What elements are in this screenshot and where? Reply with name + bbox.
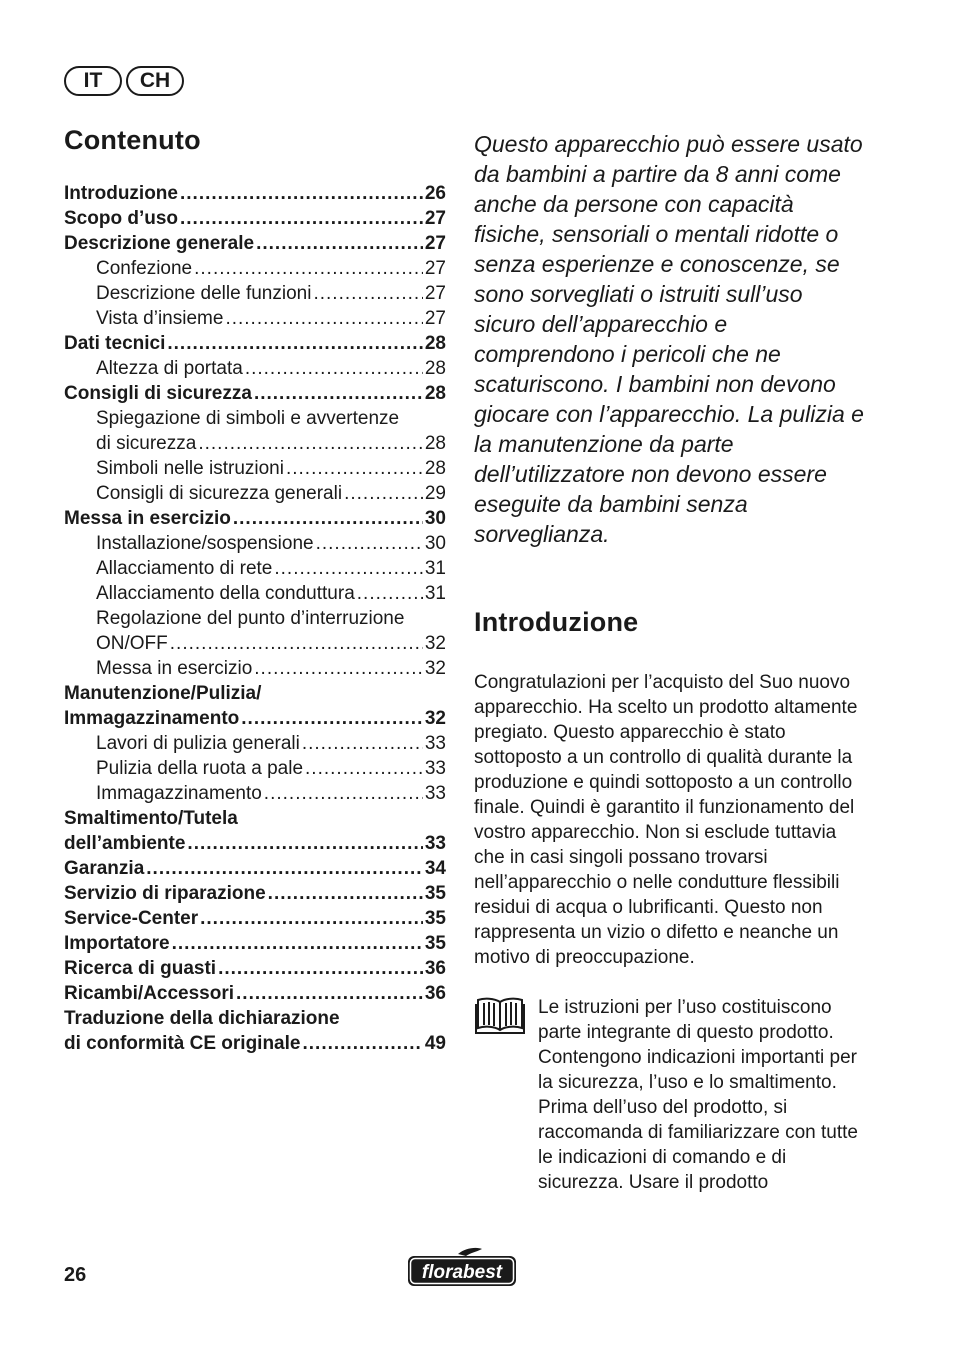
toc-entry-page: 36	[424, 983, 446, 1004]
safety-warning-text: Questo apparecchio può essere usato da bambini a partire da 8 anni come anche da persone con capacità fisiche, sensoriali o mentali ridotte o senza esperienze e conoscenze, se sono sorvegliati o istruiti sull’uso sicuro dell’apparecchio e comprendono i pericoli che ne scaturiscono. I bambini non devono giocare con l’apparecchio. La pulizia e la manutenzione da parte dell’utilizzatore non devono essere eseguite da bambini senza sorveglianza.	[474, 131, 864, 547]
toc-entry	[64, 806, 446, 831]
toc-entry-title: Introduzione	[64, 183, 178, 204]
toc-entry	[64, 606, 446, 631]
toc-leader-dots	[218, 956, 423, 981]
toc-entry	[64, 181, 446, 206]
toc-leader-dots	[146, 856, 423, 881]
toc-leader-dots	[268, 881, 423, 906]
toc-entry	[64, 306, 446, 331]
toc-entry	[64, 231, 446, 256]
toc-entry-title: Lavori di pulizia generali	[96, 733, 300, 754]
toc-entry	[64, 656, 446, 681]
toc-leader-dots	[187, 831, 422, 856]
toc-leader-dots	[245, 356, 423, 381]
toc-entry-page: 27	[424, 208, 446, 229]
toc-entry-title: di conformità CE originale	[64, 1033, 301, 1054]
toc-entry	[64, 681, 446, 706]
toc-entry-page: 28	[424, 333, 446, 354]
toc-entry	[64, 356, 446, 381]
toc-leader-dots	[200, 906, 423, 931]
toc-leader-dots	[254, 381, 423, 406]
toc-list	[64, 181, 446, 1056]
toc-entry-page: 35	[424, 908, 446, 929]
toc-entry-page: 31	[424, 558, 446, 579]
toc-entry-page: 35	[424, 933, 446, 954]
toc-entry	[64, 781, 446, 806]
toc-entry	[64, 856, 446, 881]
toc-entry-title: Simboli nelle istruzioni	[96, 458, 284, 479]
toc-entry	[64, 556, 446, 581]
toc-leader-dots	[313, 281, 422, 306]
toc-entry-title: Scopo d’uso	[64, 208, 178, 229]
toc-leader-dots	[172, 931, 423, 956]
lang-badge-ch: CH	[126, 66, 184, 96]
intro-title: Introduzione	[474, 607, 639, 637]
toc-entry-title: Spiegazione di simboli e avvertenze	[96, 408, 400, 429]
toc-entry-page: 27	[424, 283, 446, 304]
toc-entry-page: 49	[424, 1033, 446, 1054]
toc-entry-page: 28	[424, 358, 446, 379]
toc-entry	[64, 281, 446, 306]
toc-entry-page: 27	[424, 308, 446, 329]
toc-entry-title: Descrizione delle funzioni	[96, 283, 312, 304]
toc-entry-page: 27	[424, 233, 446, 254]
toc-entry-title: ON/OFF	[96, 633, 168, 654]
toc-entry	[64, 956, 446, 981]
toc-entry-page: 28	[424, 433, 446, 454]
toc-entry-page: 33	[424, 783, 446, 804]
toc-leader-dots	[198, 431, 423, 456]
toc-entry	[64, 731, 446, 756]
toc-leader-dots	[180, 181, 423, 206]
lang-badge-it: IT	[64, 66, 122, 96]
toc-entry-title: Altezza di portata	[96, 358, 243, 379]
toc-entry-title: Garanzia	[64, 858, 145, 879]
toc-title: Contenuto	[64, 125, 201, 155]
toc-leader-dots	[241, 706, 423, 731]
right-column	[474, 129, 864, 1195]
toc-leader-dots	[170, 631, 423, 656]
toc-entry	[64, 756, 446, 781]
toc-entry	[64, 506, 446, 531]
toc-entry-page: 28	[424, 458, 446, 479]
toc-leader-dots	[302, 1031, 422, 1056]
toc-entry-title: Messa in esercizio	[96, 658, 253, 679]
toc-leader-dots	[225, 306, 422, 331]
toc-leader-dots	[274, 556, 422, 581]
toc-leader-dots	[254, 656, 423, 681]
toc-leader-dots	[316, 531, 423, 556]
intro-body: Congratulazioni per l’acquisto del Suo nuovo apparecchio. Ha scelto un prodotto altamente pregiato. Questo apparecchio è stato sottoposto a un controllo di qualità durante la produzione e quindi sottoposto a un controllo finale. Quindi è garantito il funzionamento del vostro apparecchio. Non si esclude tuttavia che in casi singoli possano trovarsi nell’apparecchio o nelle condutture flessibili residui di acqua o lubrificanti. Questo non rappresenta un vizio o difetto e neanche un motivo di preoccupazione.	[474, 672, 858, 968]
toc-entry-title: Smaltimento/Tutela	[64, 808, 238, 829]
toc-entry-title: Pulizia della ruota a pale	[96, 758, 304, 779]
toc-entry-page: 33	[424, 833, 446, 854]
toc-leader-dots	[236, 981, 423, 1006]
toc-entry-page: 31	[424, 583, 446, 604]
toc-entry-title: Ricerca di guasti	[64, 958, 217, 979]
toc-entry	[64, 906, 446, 931]
table-of-contents	[64, 125, 446, 1056]
toc-entry-title: Allacciamento della conduttura	[96, 583, 355, 604]
toc-entry	[64, 531, 446, 556]
toc-entry	[64, 456, 446, 481]
toc-entry	[64, 206, 446, 231]
toc-entry-page: 29	[424, 483, 446, 504]
toc-entry-title: Consigli di sicurezza	[64, 383, 252, 404]
toc-entry-title: Immagazzinamento	[96, 783, 262, 804]
toc-entry-title: di sicurezza	[96, 433, 197, 454]
toc-entry	[64, 981, 446, 1006]
toc-entry-page: 28	[424, 383, 446, 404]
toc-entry	[64, 631, 446, 656]
florabest-logo	[406, 1246, 518, 1288]
toc-entry-title: Vista d’insieme	[96, 308, 224, 329]
toc-entry	[64, 331, 446, 356]
toc-entry-page: 26	[424, 183, 446, 204]
language-badges	[64, 66, 184, 96]
toc-entry-page: 36	[424, 958, 446, 979]
toc-entry-title: dell’ambiente	[64, 833, 186, 854]
toc-entry-page: 32	[424, 658, 446, 679]
toc-entry-page: 27	[424, 258, 446, 279]
toc-entry	[64, 431, 446, 456]
toc-entry	[64, 706, 446, 731]
toc-leader-dots	[302, 731, 423, 756]
toc-leader-dots	[256, 231, 423, 256]
toc-entry-title: Installazione/sospensione	[96, 533, 314, 554]
toc-entry	[64, 1031, 446, 1056]
toc-entry	[64, 931, 446, 956]
toc-leader-dots	[264, 781, 423, 806]
page-number: 26	[64, 1264, 87, 1286]
toc-entry	[64, 406, 446, 431]
toc-entry-title: Immagazzinamento	[64, 708, 240, 729]
toc-leader-dots	[167, 331, 422, 356]
toc-entry	[64, 1006, 446, 1031]
toc-entry-title: Dati tecnici	[64, 333, 166, 354]
toc-leader-dots	[286, 456, 423, 481]
toc-entry-title: Servizio di riparazione	[64, 883, 266, 904]
toc-leader-dots	[344, 481, 423, 506]
toc-entry-title: Ricambi/Accessori	[64, 983, 235, 1004]
toc-entry-page: 30	[424, 533, 446, 554]
instructions-note	[474, 995, 864, 1195]
toc-leader-dots	[194, 256, 423, 281]
toc-entry-page: 35	[424, 883, 446, 904]
toc-entry-page: 33	[424, 733, 446, 754]
toc-entry	[64, 481, 446, 506]
toc-entry-page: 32	[424, 633, 446, 654]
toc-leader-dots	[357, 581, 423, 606]
toc-leader-dots	[305, 756, 423, 781]
toc-entry-title: Regolazione del punto d’interruzione	[96, 608, 405, 629]
toc-entry-title: Manutenzione/Pulizia/	[64, 683, 262, 704]
toc-entry	[64, 881, 446, 906]
toc-leader-dots	[233, 506, 423, 531]
toc-entry-title: Descrizione generale	[64, 233, 255, 254]
toc-entry-title: Allacciamento di rete	[96, 558, 273, 579]
toc-entry-page: 30	[424, 508, 446, 529]
toc-entry-title: Service-Center	[64, 908, 199, 929]
book-icon	[474, 995, 526, 1035]
toc-entry-title: Confezione	[96, 258, 193, 279]
toc-entry	[64, 256, 446, 281]
toc-entry-page: 33	[424, 758, 446, 779]
toc-entry-title: Consigli di sicurezza generali	[96, 483, 343, 504]
note-text: Le istruzioni per l’uso costituiscono parte integrante di questo prodotto. Contengono indicazioni importanti per la sicurezza, l’uso e lo smaltimento. Prima dell’uso del prodotto, si raccomanda di familiarizzare con tutte le indicazioni di comando e di sicurezza. Usare il prodotto	[538, 997, 858, 1193]
toc-entry	[64, 581, 446, 606]
toc-entry	[64, 831, 446, 856]
toc-entry-page: 34	[424, 858, 446, 879]
toc-entry	[64, 381, 446, 406]
toc-entry-title: Messa in esercizio	[64, 508, 231, 529]
toc-leader-dots	[180, 206, 423, 231]
toc-entry-title: Importatore	[64, 933, 170, 954]
svg-text:florabest: florabest	[421, 1262, 503, 1283]
toc-entry-title: Traduzione della dichiarazione	[64, 1008, 340, 1029]
toc-entry-page: 32	[424, 708, 446, 729]
